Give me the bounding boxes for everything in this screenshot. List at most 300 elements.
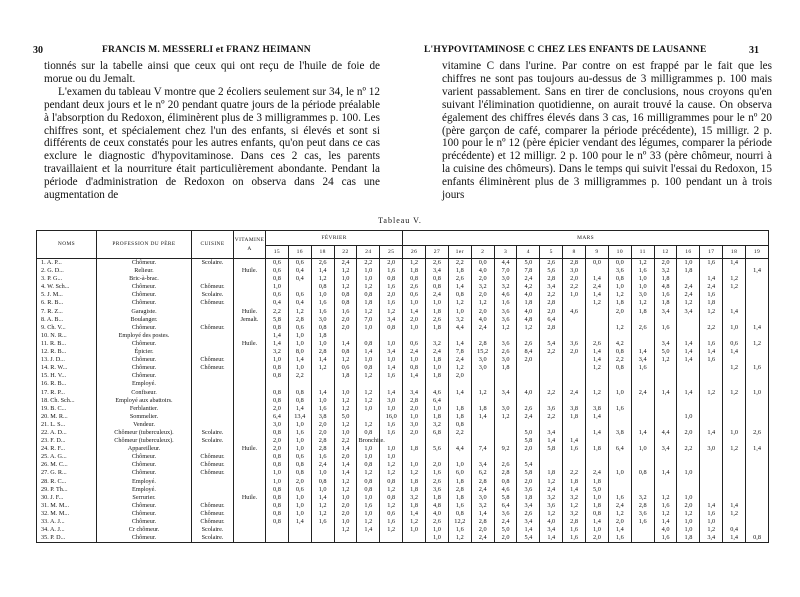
name-cell: 12. R. B... xyxy=(37,348,97,356)
value-cell: 2,2 xyxy=(608,356,631,364)
cuisine-cell: Scolaire. xyxy=(192,534,234,543)
value-cell: 4,4 xyxy=(448,445,471,453)
value-cell xyxy=(746,413,769,421)
value-cell: 1,4 xyxy=(288,405,311,413)
value-cell: 0,8 xyxy=(334,299,357,307)
value-cell xyxy=(746,372,769,380)
value-cell: 3,4 xyxy=(471,461,494,469)
value-cell: 3,2 xyxy=(540,494,563,502)
value-cell: 3,6 xyxy=(494,316,517,324)
table-row xyxy=(37,340,769,348)
value-cell: 2,0 xyxy=(266,445,289,453)
value-cell: 1,0 xyxy=(334,494,357,502)
value-cell: 1,2 xyxy=(380,469,403,477)
value-cell: 3,4 xyxy=(677,308,700,316)
value-cell: 2,0 xyxy=(563,275,586,283)
value-cell: 1,4 xyxy=(654,389,677,397)
value-cell: 3,4 xyxy=(540,526,563,534)
table-row xyxy=(37,283,769,291)
value-cell: 1,8 xyxy=(586,478,609,486)
value-cell xyxy=(654,437,677,445)
value-cell: 1,6 xyxy=(746,364,769,372)
value-cell: 13,4 xyxy=(288,413,311,421)
value-cell: 3,6 xyxy=(631,510,654,518)
value-cell xyxy=(586,461,609,469)
value-cell xyxy=(723,453,746,461)
value-cell: 5,0 xyxy=(586,486,609,494)
value-cell: 2,2 xyxy=(677,445,700,453)
value-cell: 1,2 xyxy=(334,405,357,413)
value-cell: 1,2 xyxy=(380,308,403,316)
value-cell: 4,4 xyxy=(448,324,471,332)
profession-cell: Chômeur. xyxy=(97,283,192,291)
value-cell: 1,0 xyxy=(357,356,380,364)
day-header: 16 xyxy=(677,246,700,259)
value-cell: 4,6 xyxy=(563,308,586,316)
value-cell xyxy=(631,380,654,388)
value-cell xyxy=(677,324,700,332)
value-cell: 1,2 xyxy=(311,275,334,283)
value-cell: 1,0 xyxy=(586,526,609,534)
value-cell: 2,0 xyxy=(311,429,334,437)
value-cell: 1,8 xyxy=(448,478,471,486)
value-cell: 1,8 xyxy=(426,413,449,421)
value-cell xyxy=(631,340,654,348)
value-cell xyxy=(540,364,563,372)
vitamine-cell xyxy=(234,397,266,405)
name-cell: 11. R. B... xyxy=(37,340,97,348)
value-cell: 2,6 xyxy=(448,275,471,283)
value-cell: 2,4 xyxy=(540,486,563,494)
value-cell: 1,0 xyxy=(334,429,357,437)
value-cell: 2,8 xyxy=(494,469,517,477)
value-cell: 1,6 xyxy=(700,356,723,364)
value-cell xyxy=(677,397,700,405)
profession-cell: Employé des postes. xyxy=(97,332,192,340)
value-cell xyxy=(631,405,654,413)
value-cell: 2,0 xyxy=(517,445,540,453)
name-cell: 10. N. R... xyxy=(37,332,97,340)
value-cell: 0,0 xyxy=(471,259,494,268)
value-cell: 0,8 xyxy=(380,478,403,486)
value-cell: 1,0 xyxy=(288,332,311,340)
value-cell: 1,4 xyxy=(723,308,746,316)
value-cell: 1,4 xyxy=(677,340,700,348)
value-cell: 2,4 xyxy=(426,348,449,356)
table-row xyxy=(37,445,769,453)
value-cell: 1,8 xyxy=(311,332,334,340)
value-cell: 1,8 xyxy=(403,502,426,510)
value-cell: 2,4 xyxy=(471,534,494,543)
value-cell: 1,4 xyxy=(380,364,403,372)
value-cell: 0,6 xyxy=(288,453,311,461)
body-text-left xyxy=(44,60,380,202)
value-cell: 2,4 xyxy=(563,389,586,397)
table-row xyxy=(37,413,769,421)
value-cell: 1,6 xyxy=(334,308,357,316)
value-cell: 1,2 xyxy=(334,397,357,405)
value-cell: 2,4 xyxy=(471,486,494,494)
value-cell: 1,2 xyxy=(746,340,769,348)
value-cell: 1,8 xyxy=(677,534,700,543)
value-cell: 1,6 xyxy=(563,445,586,453)
value-cell: 1,4 xyxy=(677,356,700,364)
value-cell: 1,4 xyxy=(311,494,334,502)
value-cell: 1,2 xyxy=(631,299,654,307)
value-cell xyxy=(540,421,563,429)
value-cell xyxy=(334,332,357,340)
cuisine-cell: Chômeur. xyxy=(192,299,234,307)
value-cell: 2,8 xyxy=(540,299,563,307)
value-cell: 1,2 xyxy=(288,308,311,316)
value-cell xyxy=(677,372,700,380)
value-cell: 1,8 xyxy=(357,299,380,307)
table-row xyxy=(37,469,769,477)
value-cell: 1,4 xyxy=(563,437,586,445)
name-cell: 7. R. Z... xyxy=(37,308,97,316)
profession-cell: Boulanger. xyxy=(97,316,192,324)
value-cell: 1,0 xyxy=(357,324,380,332)
col-header-mars: MARS xyxy=(403,231,769,246)
value-cell: 1,4 xyxy=(403,372,426,380)
day-header: 5 xyxy=(540,246,563,259)
value-cell: 2,0 xyxy=(517,356,540,364)
value-cell: 0,8 xyxy=(266,486,289,494)
value-cell: 3,0 xyxy=(631,291,654,299)
value-cell: 0,8 xyxy=(311,283,334,291)
value-cell: 0,8 xyxy=(380,275,403,283)
value-cell xyxy=(746,502,769,510)
value-cell: 1,2 xyxy=(380,502,403,510)
value-cell xyxy=(311,372,334,380)
value-cell: 1,0 xyxy=(608,469,631,477)
value-cell: 3,4 xyxy=(426,267,449,275)
value-cell xyxy=(334,534,357,543)
value-cell xyxy=(563,429,586,437)
value-cell xyxy=(746,283,769,291)
value-cell: 1,0 xyxy=(380,356,403,364)
value-cell: 0,8 xyxy=(266,494,289,502)
value-cell: 1,2 xyxy=(334,421,357,429)
value-cell: 2,2 xyxy=(266,308,289,316)
value-cell xyxy=(677,461,700,469)
value-cell: 1,2 xyxy=(563,502,586,510)
value-cell: 1,2 xyxy=(723,389,746,397)
vitamine-cell xyxy=(234,380,266,388)
value-cell: 1,6 xyxy=(700,510,723,518)
value-cell: 3,4 xyxy=(700,534,723,543)
value-cell xyxy=(677,332,700,340)
value-cell: 3,4 xyxy=(654,445,677,453)
value-cell: 0,4 xyxy=(266,299,289,307)
cuisine-cell xyxy=(192,421,234,429)
value-cell: 2,0 xyxy=(403,429,426,437)
value-cell xyxy=(608,437,631,445)
vitamine-cell: Huile. xyxy=(234,308,266,316)
value-cell: 2,2 xyxy=(540,348,563,356)
value-cell: 1,0 xyxy=(357,275,380,283)
value-cell: 0,8 xyxy=(426,275,449,283)
value-cell: 1,8 xyxy=(403,478,426,486)
value-cell: 1,4 xyxy=(586,348,609,356)
profession-cell: Épicier. xyxy=(97,348,192,356)
value-cell xyxy=(746,478,769,486)
body-text-right xyxy=(442,60,772,202)
value-cell xyxy=(631,372,654,380)
value-cell: 0,8 xyxy=(334,291,357,299)
value-cell: 1,6 xyxy=(448,502,471,510)
value-cell: 0,8 xyxy=(357,461,380,469)
value-cell xyxy=(608,380,631,388)
col-header-cuisine: CUISINE xyxy=(192,231,234,259)
value-cell: 1,4 xyxy=(288,356,311,364)
value-cell: 1,0 xyxy=(288,437,311,445)
value-cell xyxy=(654,316,677,324)
value-cell: 1,0 xyxy=(426,405,449,413)
value-cell: 1,8 xyxy=(654,299,677,307)
value-cell xyxy=(540,372,563,380)
value-cell: 7,0 xyxy=(357,316,380,324)
value-cell: 1,0 xyxy=(311,486,334,494)
value-cell: 2,6 xyxy=(311,259,334,268)
value-cell: 1,4 xyxy=(700,275,723,283)
value-cell: 3,2 xyxy=(471,502,494,510)
value-cell xyxy=(700,413,723,421)
value-cell: 0,6 xyxy=(723,340,746,348)
value-cell xyxy=(357,332,380,340)
value-cell: 3,8 xyxy=(586,405,609,413)
value-cell: 2,8 xyxy=(540,324,563,332)
value-cell xyxy=(700,453,723,461)
value-cell: 1,8 xyxy=(471,405,494,413)
vitamine-cell xyxy=(234,526,266,534)
value-cell: 1,6 xyxy=(311,518,334,526)
value-cell xyxy=(677,478,700,486)
value-cell: 3,0 xyxy=(563,267,586,275)
table-row xyxy=(37,356,769,364)
value-cell xyxy=(517,364,540,372)
table-row xyxy=(37,526,769,534)
value-cell xyxy=(654,486,677,494)
value-cell: 2,0 xyxy=(608,308,631,316)
value-cell: 1,6 xyxy=(311,405,334,413)
value-cell: 6,2 xyxy=(471,469,494,477)
name-cell: 3. P. G... xyxy=(37,275,97,283)
name-cell: 8. A. B... xyxy=(37,316,97,324)
value-cell: 5,4 xyxy=(517,461,540,469)
value-cell: 1,0 xyxy=(288,502,311,510)
value-cell: 1,4 xyxy=(448,340,471,348)
value-cell: 1,0 xyxy=(426,534,449,543)
value-cell: 1,6 xyxy=(700,259,723,268)
value-cell: 1,8 xyxy=(448,494,471,502)
value-cell: 2,8 xyxy=(448,486,471,494)
value-cell: 1,2 xyxy=(471,299,494,307)
value-cell: 8,0 xyxy=(288,348,311,356)
value-cell: 6,0 xyxy=(448,469,471,477)
value-cell: 1,6 xyxy=(700,291,723,299)
value-cell xyxy=(746,380,769,388)
value-cell xyxy=(608,486,631,494)
value-cell xyxy=(494,397,517,405)
value-cell xyxy=(563,299,586,307)
value-cell: 1,0 xyxy=(357,445,380,453)
value-cell xyxy=(494,437,517,445)
value-cell xyxy=(746,299,769,307)
value-cell xyxy=(746,356,769,364)
vitamine-cell xyxy=(234,283,266,291)
value-cell: 5,4 xyxy=(540,340,563,348)
value-cell xyxy=(608,478,631,486)
value-cell: 0,8 xyxy=(311,324,334,332)
value-cell xyxy=(700,267,723,275)
value-cell: 1,8 xyxy=(586,445,609,453)
value-cell: 1,2 xyxy=(608,291,631,299)
value-cell: 1,2 xyxy=(380,486,403,494)
name-cell: 31. M. M... xyxy=(37,502,97,510)
cuisine-cell xyxy=(192,389,234,397)
vitamine-cell xyxy=(234,429,266,437)
value-cell: 1,4 xyxy=(586,429,609,437)
value-cell: 2,2 xyxy=(334,437,357,445)
value-cell: 1,8 xyxy=(448,267,471,275)
value-cell: 0,6 xyxy=(403,340,426,348)
vitamine-cell: Huile. xyxy=(234,445,266,453)
value-cell: 1,8 xyxy=(608,299,631,307)
value-cell: 1,4 xyxy=(517,526,540,534)
value-cell xyxy=(700,494,723,502)
value-cell: 3,6 xyxy=(494,510,517,518)
value-cell: 0,8 xyxy=(266,453,289,461)
value-cell: 1,4 xyxy=(448,389,471,397)
value-cell xyxy=(700,372,723,380)
value-cell: 1,4 xyxy=(288,518,311,526)
value-cell: 5,8 xyxy=(517,437,540,445)
vitamine-cell xyxy=(234,299,266,307)
value-cell: 1,0 xyxy=(357,405,380,413)
value-cell: 1,4 xyxy=(586,291,609,299)
value-cell xyxy=(266,380,289,388)
value-cell: 1,4 xyxy=(311,356,334,364)
value-cell: 1,0 xyxy=(334,275,357,283)
value-cell xyxy=(723,421,746,429)
value-cell: 1,2 xyxy=(357,283,380,291)
value-cell: 1,4 xyxy=(723,259,746,268)
value-cell: 3,2 xyxy=(266,348,289,356)
value-cell: 1,6 xyxy=(380,267,403,275)
cuisine-cell: Chômeur. xyxy=(192,324,234,332)
value-cell: 1,0 xyxy=(288,445,311,453)
vitamine-cell xyxy=(234,332,266,340)
table-row xyxy=(37,405,769,413)
value-cell: 1,4 xyxy=(700,348,723,356)
value-cell: 1,2 xyxy=(334,356,357,364)
value-cell: 1,0 xyxy=(266,469,289,477)
cuisine-cell: Chômeur. xyxy=(192,356,234,364)
value-cell xyxy=(380,380,403,388)
table-row xyxy=(37,275,769,283)
profession-cell: Chômeur (tuberculeux). xyxy=(97,429,192,437)
value-cell: 0,8 xyxy=(448,510,471,518)
value-cell: 0,6 xyxy=(288,486,311,494)
value-cell: 4,4 xyxy=(654,429,677,437)
value-cell: 1,4 xyxy=(563,486,586,494)
value-cell: 1,0 xyxy=(608,283,631,291)
value-cell xyxy=(723,469,746,477)
value-cell: 0,4 xyxy=(723,526,746,534)
value-cell: 2,4 xyxy=(677,283,700,291)
value-cell: 1,2 xyxy=(608,324,631,332)
value-cell: 1,6 xyxy=(608,494,631,502)
value-cell: 3,4 xyxy=(380,348,403,356)
value-cell: 5,6 xyxy=(426,445,449,453)
value-cell: 2,4 xyxy=(471,324,494,332)
value-cell: 3,2 xyxy=(426,421,449,429)
value-cell xyxy=(563,397,586,405)
value-cell: 2,4 xyxy=(677,291,700,299)
value-cell: 1,4 xyxy=(631,348,654,356)
value-cell: 2,4 xyxy=(586,283,609,291)
value-cell xyxy=(448,380,471,388)
value-cell: Bronchite. xyxy=(358,437,385,445)
table-row xyxy=(37,478,769,486)
value-cell: 1,4 xyxy=(700,502,723,510)
value-cell: 1,4 xyxy=(677,389,700,397)
name-cell: 5. J. M... xyxy=(37,291,97,299)
value-cell: 1,2 xyxy=(654,494,677,502)
value-cell: 1,2 xyxy=(334,478,357,486)
value-cell: 7,8 xyxy=(448,348,471,356)
value-cell xyxy=(563,364,586,372)
value-cell: 1,2 xyxy=(403,469,426,477)
value-cell xyxy=(426,437,449,445)
value-cell xyxy=(654,380,677,388)
vitamine-cell: Jemalt. xyxy=(234,316,266,324)
paragraph: L'examen du tableau V montre que 2 écoliers seulement sur 34, le nº 12 pendant deux jours et le nº 20 pendant quatre jours de la période préalable à l'absorption du Redoxon, éliminèrent plus de 3 milligrammes p. 100. Les chiffres sont, et spécialement chez l'un des enfants, si élevés et sont si différents de ceux constatés pour les autres enfants, qu'on peut dans ce cas exclure le diagnostic d'hypovitaminose. Dans ces 2 cas, les parents travaillaient et la nourriture était particulièrement abondante. Pendant la période d'administration de Redoxon on observa dans 24 cas une augmentation de xyxy=(44,85,380,202)
value-cell: 0,8 xyxy=(266,518,289,526)
value-cell xyxy=(700,437,723,445)
value-cell: 2,0 xyxy=(563,348,586,356)
value-cell xyxy=(494,429,517,437)
value-cell: 4,8 xyxy=(654,283,677,291)
value-cell: 1,4 xyxy=(746,324,769,332)
vitamine-cell xyxy=(234,469,266,477)
value-cell: 1,2 xyxy=(540,478,563,486)
value-cell: 1,8 xyxy=(448,405,471,413)
value-cell: 1,0 xyxy=(311,340,334,348)
value-cell: 0,0 xyxy=(608,259,631,268)
value-cell: 1,4 xyxy=(654,469,677,477)
value-cell: 2,6 xyxy=(631,324,654,332)
value-cell: 1,2 xyxy=(723,275,746,283)
value-cell: 1,4 xyxy=(311,267,334,275)
value-cell: 0,8 xyxy=(311,478,334,486)
value-cell: 1,0 xyxy=(426,364,449,372)
value-cell xyxy=(426,380,449,388)
name-cell: 26. M. C... xyxy=(37,461,97,469)
value-cell: 2,2 xyxy=(540,413,563,421)
value-cell: 1,8 xyxy=(563,478,586,486)
value-cell: 1,2 xyxy=(448,534,471,543)
profession-cell: Chômeur. xyxy=(97,510,192,518)
value-cell xyxy=(563,461,586,469)
data-table xyxy=(36,230,768,583)
value-cell: 1,2 xyxy=(677,299,700,307)
value-cell: 0,8 xyxy=(357,364,380,372)
value-cell: 2,0 xyxy=(380,291,403,299)
value-cell xyxy=(631,534,654,543)
value-cell: 1,6 xyxy=(380,518,403,526)
